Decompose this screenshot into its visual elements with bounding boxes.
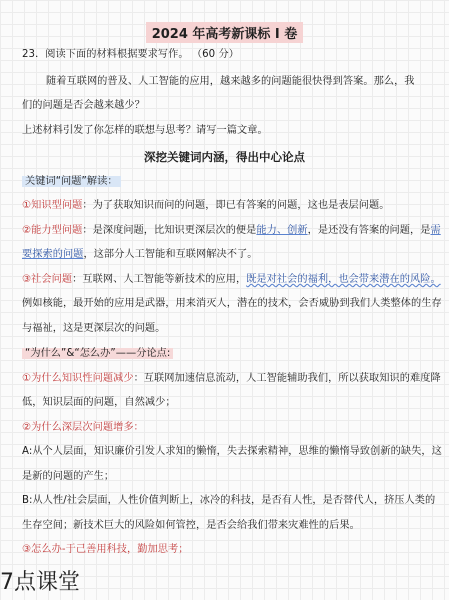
section-heading: 深挖关键词内涵，得出中心论点 xyxy=(144,150,305,164)
exam-title: 2024 年高考新课标 I 卷 xyxy=(0,22,449,43)
point-social-question-line-3: 与福祉，这是更深层次的问题。 xyxy=(22,323,166,334)
argument-2a-line-1: A:从个人层面，知识廉价引发人求知的懒惰，失去探索精神，思维的懒惰导致创新的缺失，这 xyxy=(22,446,442,457)
point-social-question-line-1: ③社会问题：互联网、人工智能等新技术的应用，既是对社会的福利，也会带来潜在的风险。 xyxy=(22,274,441,285)
argument-3-label: ③怎么办-于己善用科技，勤加思考； xyxy=(22,544,189,555)
material-line-3: 上述材料引发了你怎样的联想与思考？请写一篇文章。 xyxy=(22,125,268,136)
analysis-tag: “为什么”&“怎么办”——分论点: xyxy=(22,347,173,361)
argument-1-line-1: ①为什么知识性问题减少：互联网加速信息流动，人工智能辅助我们，所以获取知识的难度降 xyxy=(22,373,441,384)
point-ability-question-line-2: 要探索的问题，这部分人工智能和互联网解决不了。 xyxy=(22,249,258,260)
watermark-logo: 7点课堂 xyxy=(0,570,80,595)
question-prompt: 23．阅读下面的材料根据要求写作。 （60 分） xyxy=(22,49,239,60)
point-ability-question-line-1: ②能力型问题：是深度问题，比知识更深层次的便是能力、创新，是还没有答案的问题，是需 xyxy=(22,225,441,236)
argument-2a-line-2: 是新的问题的产生； xyxy=(22,471,115,482)
point-knowledge-question: ①知识型问题：为了获取知识而问的问题，即已有答案的问题，这也是表层问题。 xyxy=(22,200,390,211)
material-line-2: 们的问题是否会越来越少？ xyxy=(22,100,145,111)
argument-2-label: ②为什么深层次问题增多： xyxy=(22,422,144,433)
point-social-question-line-2: 例如核能，最开始的应用是武器，用来消灭人，潜在的技术，会否威胁到我们人类整体的生存 xyxy=(22,298,442,309)
argument-2b-line-2: 生存空间；新技术巨大的风险如何管控，是否会给我们带来灾难性的后果。 xyxy=(22,520,360,531)
argument-1-line-2: 低，知识层面的问题，自然减少； xyxy=(22,397,176,408)
keyword-tag: 关键词“问题”解读： xyxy=(22,175,121,189)
material-line-1: 随着互联网的普及、人工智能的应用，越来越多的问题能很快得到答案。那么，我 xyxy=(46,76,415,87)
argument-2b-line-1: B:从人性/社会层面，人性价值判断上，冰冷的科技，是否有人性，是否替代人，挤压人类的 xyxy=(22,495,436,506)
